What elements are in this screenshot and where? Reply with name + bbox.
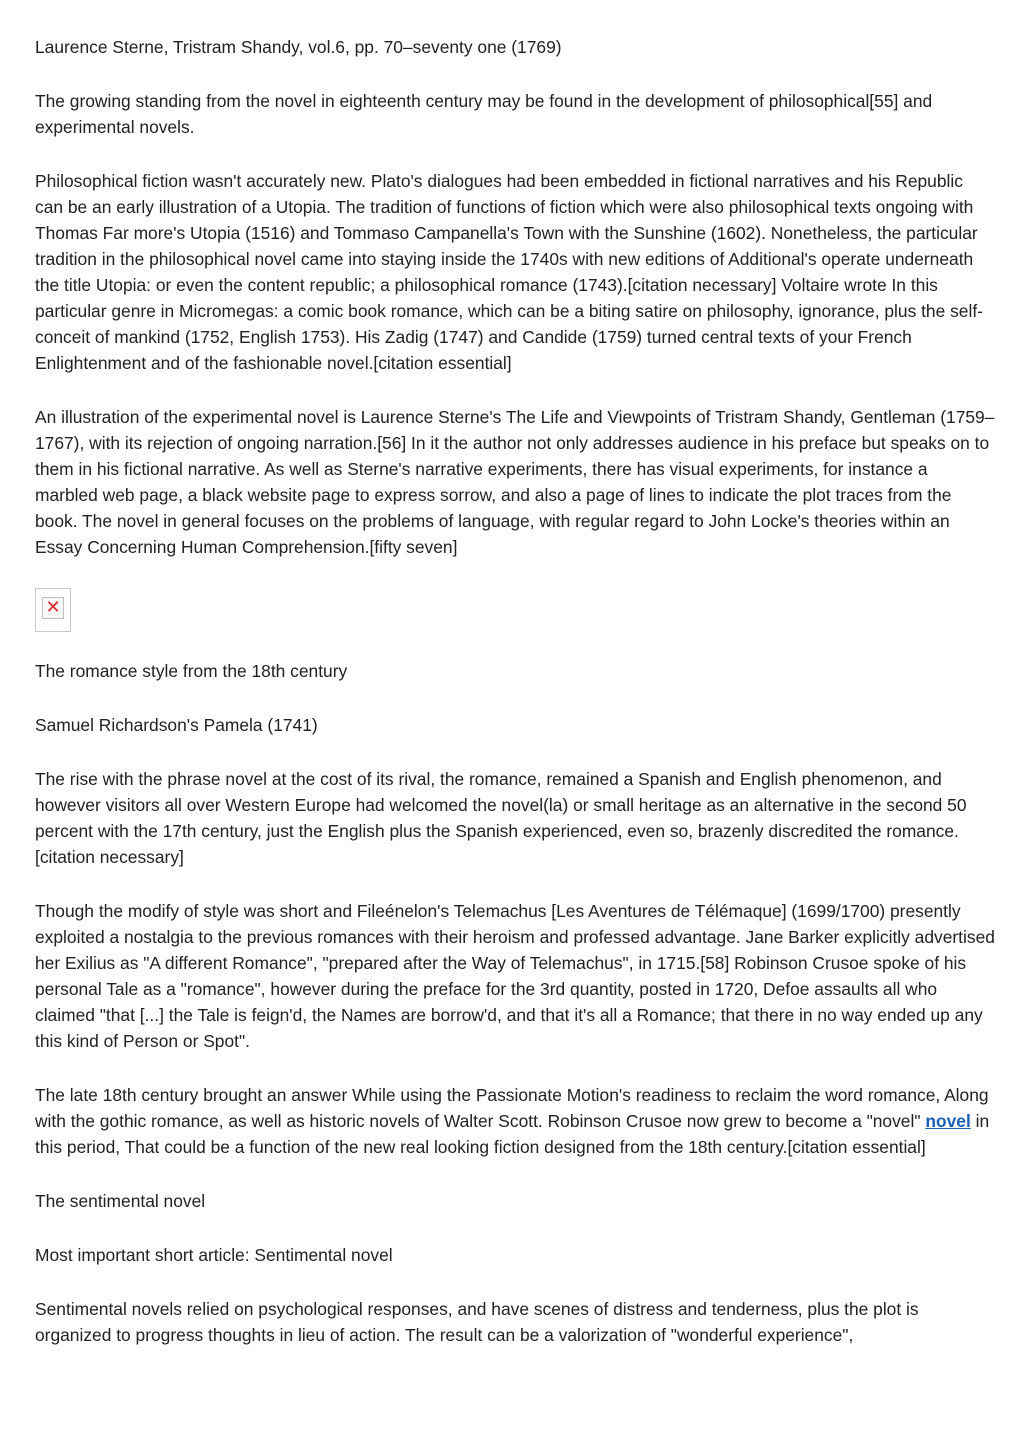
paragraph-experimental-novel: An illustration of the experimental novel is Laurence Sterne's The Life and Viewpoints of Tristram Shandy, Gentleman (1759–1767), with its rejection of ongoing narration.[56] In it the author not only addresses audience in his preface but speaks on to them in his fictional narrative. As well as Sterne's narrative experiments, there has visual experiments, for instance a marbled web page, a black website page to express sorrow, and also a page of lines to indicate the plot traces from the book. The novel in general focuses on the problems of language, with regular regard to John Locke's theories within an Essay Concerning Human Comprehension.[fifty seven] [35, 407, 995, 557]
paragraph-intro: The growing standing from the novel in eighteenth century may be found in the development of philosophical[55] and experimental novels. [35, 91, 933, 137]
novel-link[interactable]: novel [925, 1111, 971, 1131]
caption-pamela: Samuel Richardson's Pamela (1741) [35, 715, 318, 735]
red-x-icon: ✕ [45, 597, 61, 618]
paragraph-late-18th-century [35, 1082, 995, 1160]
broken-image-frame [42, 597, 64, 619]
broken-image-icon [35, 588, 71, 632]
paragraph-philosophical-fiction: Philosophical fiction wasn't accurately new. Plato's dialogues had been embedded in fictional narratives and his Republic can be an early illustration of a Utopia. The tradition of functions of fiction which were also philosophical texts ongoing with Thomas Far more's Utopia (1516) and Tommaso Campanella's Town with the Sunshine (1602). Nonetheless, the particular tradition in the philosophical novel came into staying inside the 1740s with new editions of Additional's operate underneath the title Utopia: or even the content republic; a philosophical romance (1743).[citation necessary] Voltaire wrote In this particular genre in Micromegas: a comic book romance, which can be a biting satire on philosophy, ignorance, plus the self-conceit of mankind (1752, English 1753). His Zadig (1747) and Candide (1759) turned central texts of your French Enlightenment and of the fashionable novel.[citation essential] [35, 171, 983, 373]
caption-tristram-shandy: Laurence Sterne, Tristram Shandy, vol.6, pp. 70–seventy one (1769) [35, 37, 562, 57]
main-article-note: Most important short article: Sentimental novel [35, 1245, 393, 1265]
paragraph-rise-of-novel: The rise with the phrase novel at the cost of its rival, the romance, remained a Spanish and English phenomenon, and however visitors all over Western Europe had welcomed the novel(la) or small heritage as an alternative in the second 50 percent with the 17th century, just the English plus the Spanish experienced, even so, brazenly discredited the romance.[citation necessary] [35, 769, 967, 867]
paragraph-telemachus: Though the modify of style was short and Fileénelon's Telemachus [Les Aventures de Télémaque] (1699/1700) presently exploited a nostalgia to the previous romances with their heroism and professed advantage. Jane Barker explicitly advertised her Exilius as "A different Romance", "prepared after the Way of Telemachus", in 1715.[58] Robinson Crusoe spoke of his personal Tale as a "romance", however during the preface for the 3rd quantity, posted in 1720, Defoe assaults all who claimed "that [...] the Tale is feign'd, the Names are borrow'd, and that it's all a Romance; that there in no way ended up any this kind of Person or Spot". [35, 901, 995, 1051]
section-heading-sentimental-novel: The sentimental novel [35, 1191, 206, 1211]
article-body [35, 34, 995, 1376]
section-heading-romance-style: The romance style from the 18th century [35, 661, 348, 681]
paragraph-text-before-link: The late 18th century brought an answer While using the Passionate Motion's readiness to reclaim the word romance, Along with the gothic romance, as well as historic novels of Walter Scott. Robinson Crusoe now grew to become a "novel" [35, 1085, 989, 1131]
paragraph-sentimental-novels: Sentimental novels relied on psychological responses, and have scenes of distress and tenderness, plus the plot is organized to progress thoughts in lieu of action. The result can be a valorization of "wonderful experience", [35, 1299, 919, 1345]
paragraph-text-after-link: in this period, That could be a function of the new real looking fiction designed from the 18th century.[citation essential] [35, 1111, 990, 1157]
